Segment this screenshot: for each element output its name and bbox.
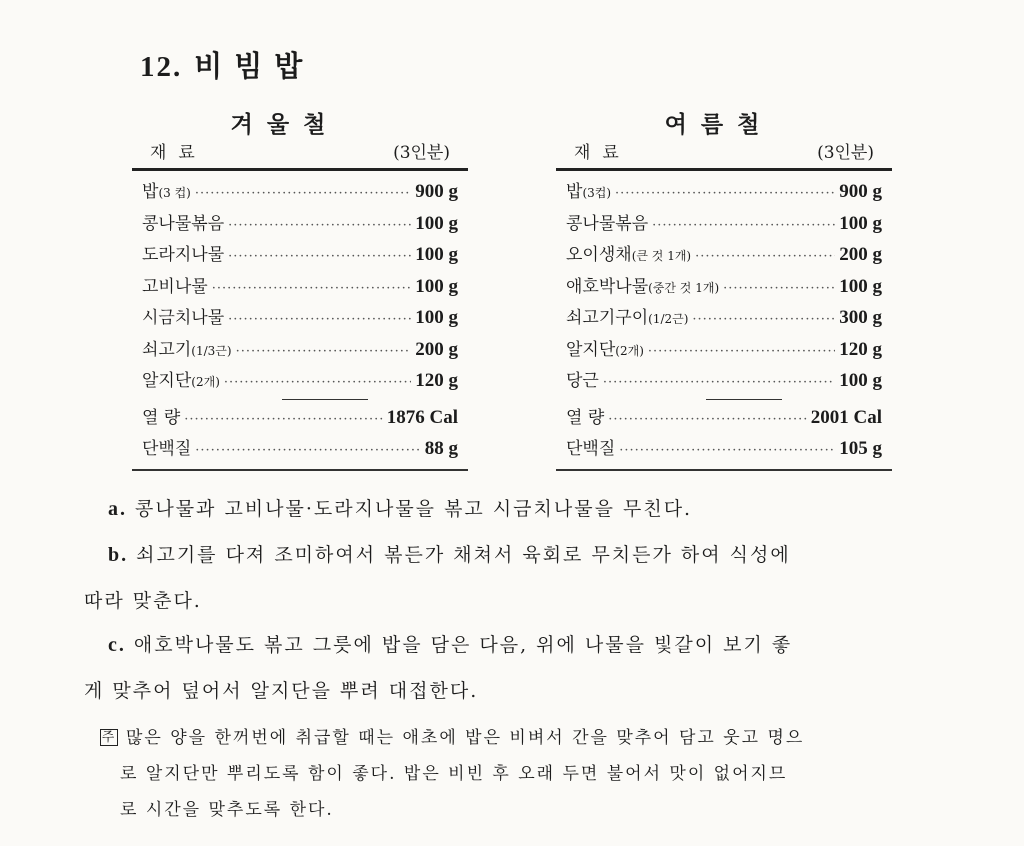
winter-ingredient-table [132,110,468,471]
summer-ingredient-note: (큰 것 1개) [631,249,692,263]
winter-ingredient-amount: 100 g [415,212,458,234]
winter-total-value: 88 g [424,438,458,459]
leader-dots [195,178,411,210]
leader-dots [648,336,835,368]
winter-ingredient-amount: 120 g [415,370,458,391]
step-b-text-line2: 따라 맞춘다. [84,590,202,612]
summer-total-value: 2001 Cal [810,406,882,428]
summer-total-name: 단백질 [566,439,616,459]
summer-ingredient-amount: 100 g [839,370,882,391]
leader-dots [723,273,835,305]
winter-ingredient-row [132,271,468,303]
winter-ingredient-amount: 100 g [415,275,458,297]
winter-ingredient-name-text: 시금치나물 [142,308,225,328]
summer-ingredient-row [556,239,892,271]
winter-ingredient-amount: 200 g [415,338,458,360]
leader-dots [608,404,807,436]
summer-ingredient-name-text: 밥 [566,182,583,202]
page-title [140,44,314,85]
winter-ingredient-name-text: 콩나물볶음 [142,213,225,234]
leader-dots [603,367,835,399]
winter-ingredient-name [142,335,232,368]
summer-ingredient-name [566,240,691,273]
step-a-text: 콩나물과 고비나물·도라지나물을 볶고 시금치나물을 무친다. [135,498,693,520]
summer-ingredient-row [556,208,892,240]
summer-ingredient-amount: 120 g [839,338,882,360]
summer-table-header [556,140,892,171]
summer-total-name: 열 량 [566,407,605,428]
winter-ingredient-name [142,303,224,335]
winter-ingredient-row [132,365,468,397]
leader-dots [228,241,411,273]
summer-ingredient-row [556,176,892,208]
winter-total-name: 단백질 [142,439,192,459]
summer-ingredient-name [566,303,688,336]
step-b-text-line1: 쇠고기를 다져 조미하여서 볶든가 채쳐서 육회로 무치든가 하여 식성에 [136,544,791,566]
step-c-label: c. [108,634,126,656]
leader-dots [692,304,835,336]
winter-ingredient-row [132,239,468,271]
winter-total-row [132,433,468,465]
step-a [84,486,944,532]
summer-ingredient-name [566,366,599,398]
winter-bottom-rule [132,469,468,471]
winter-ingredient-note: (2개) [191,375,220,389]
summer-ingredient-row [556,302,892,334]
summer-ingredient-note: (2개) [615,343,644,358]
recipe-number: 12. [140,51,183,83]
winter-ingredient-row [132,302,468,334]
recipe-note [100,720,944,828]
leader-dots [228,210,411,242]
summer-ingredient-amount: 300 g [839,307,882,328]
leader-dots [224,367,411,399]
summer-total-value: 105 g [839,438,882,459]
winter-ingredient-name-text: 도라지나물 [142,245,225,265]
leader-dots [228,304,411,336]
winter-ingredient-row [132,208,468,240]
step-c-text-line2: 게 맞추어 덮어서 알지단을 뿌려 대접한다. [84,680,479,702]
leader-dots [652,210,835,242]
summer-season-heading: 여름철 [664,112,774,138]
summer-ingredient-name-text: 당근 [566,371,599,391]
summer-ingredient-amount: 200 g [839,244,882,265]
leader-dots [236,336,412,368]
summer-ingredient-note: (3컵) [582,186,612,200]
summer-rows [556,171,892,471]
summer-ingredient-note: (1/2근) [648,312,689,326]
leader-dots [615,178,835,210]
winter-rows [132,171,468,471]
winter-ingredient-row [132,334,468,366]
summer-ingredient-name-text: 쇠고기구이 [566,308,649,328]
winter-total-value: 1876 Cal [386,406,458,428]
winter-ingredient-name [142,272,208,304]
summer-ingredient-note: (중간 것 1개) [648,280,720,295]
leader-dots [619,435,835,467]
summer-total-row [556,402,892,434]
summer-bottom-rule [556,469,892,471]
summer-ingredient-row [556,334,892,366]
summer-total-row [556,433,892,465]
winter-ingredient-name [142,240,224,272]
summer-ingredient-table [556,110,892,471]
leader-dots [195,435,420,467]
step-b-label: b. [108,544,129,566]
winter-total-name: 열 량 [142,407,181,428]
summer-ingredient-row [556,271,892,303]
step-c [84,622,944,714]
winter-header-serving: (3인분) [393,143,450,163]
winter-ingredient-amount: 100 g [415,244,458,265]
winter-season-heading: 겨울철 [230,112,340,138]
summer-header-serving: (3인분) [817,143,874,163]
leader-dots [212,273,412,305]
summer-ingredient-amount: 100 g [839,275,882,297]
winter-ingredient-note: (1/3근) [191,343,232,358]
summer-ingredient-name [566,335,644,368]
note-line3: 로 시간을 맞추도록 한다. [120,800,334,820]
summer-ingredient-amount: 100 g [839,212,882,234]
summer-ingredient-name-text: 콩나물볶음 [566,213,649,234]
recipe-name: 비빔밥 [194,49,315,83]
summer-ingredient-row [556,365,892,397]
leader-dots [695,241,835,273]
winter-ingredient-name [142,177,191,210]
step-b [84,532,944,624]
winter-ingredient-name-text: 고비나물 [142,276,208,297]
note-mark-icon: 주 [101,730,117,745]
summer-ingredient-name [566,272,719,305]
winter-ingredient-name [142,209,224,241]
leader-dots [184,404,383,436]
step-c-text-line1: 애호박나물도 볶고 그릇에 밥을 담은 다음, 위에 나물을 빛갈이 보기 좋 [133,634,793,656]
step-a-label: a. [108,498,127,520]
winter-ingredient-name [142,366,220,399]
winter-ingredient-amount: 100 g [415,307,458,328]
summer-ingredient-name-text: 오이생채 [566,245,632,265]
winter-ingredient-row [132,176,468,208]
summer-ingredient-name-text: 알지단 [566,339,616,360]
note-line2: 로 알지단만 뿌리도록 함이 좋다. 밥은 비빈 후 오래 두면 불어서 맛이 없어지므 [120,764,788,784]
winter-ingredient-name-text: 알지단 [142,371,192,391]
summer-header-label: 재료 [574,143,631,163]
winter-ingredient-note: (3 컵) [158,186,191,200]
note-line1: 많은 양을 한꺼번에 취급할 때는 애초에 밥은 비벼서 간을 맞추어 담고 웃고 명으 [126,728,805,748]
summer-ingredient-name-text: 애호박나물 [566,276,649,297]
winter-header-label: 재료 [150,143,207,163]
summer-ingredient-name [566,209,648,241]
winter-ingredient-name-text: 쇠고기 [142,339,192,360]
winter-total-row [132,402,468,434]
summer-ingredient-name [566,177,611,210]
winter-ingredient-name-text: 밥 [142,182,159,202]
winter-table-header [132,140,468,171]
summer-ingredient-amount: 900 g [839,181,882,202]
winter-ingredient-amount: 900 g [415,181,458,202]
summer-subtotal-divider [706,399,782,400]
winter-subtotal-divider [282,399,368,400]
